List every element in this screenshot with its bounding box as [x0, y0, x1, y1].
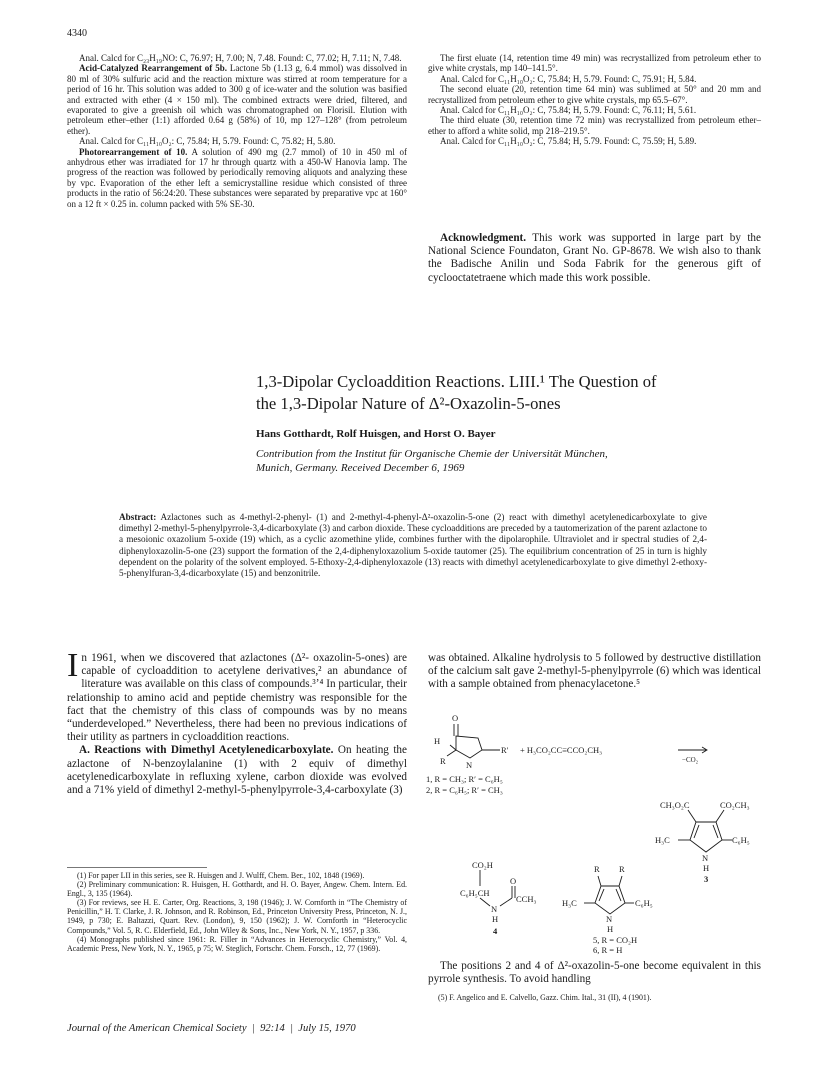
compound-4-h: H: [492, 914, 499, 924]
body-paragraph: The positions 2 and 4 of Δ²-oxazolin-5-one become equivalent in this pyrrole synthesis. To avoid handling: [428, 960, 761, 986]
drop-cap: I: [67, 647, 79, 684]
legend-compound-1: 1, R = CH₃; R′ = C₆H₅: [426, 774, 503, 784]
legend-compound-6: 6, R = H: [593, 945, 623, 955]
arrow-label: −CO₂: [682, 756, 699, 764]
abstract-label: Abstract:: [119, 512, 157, 522]
pyrrole-3-ester-left: CH₃O₂C: [660, 800, 690, 810]
pyrrole-3-h: H: [703, 863, 710, 873]
compound-number: 3: [704, 874, 709, 884]
azlactone-r-label: R: [440, 756, 446, 766]
pyrrole-5-6-r: R: [594, 864, 600, 874]
compound-4-chain: C₆H₅CH: [460, 888, 490, 898]
footnote: (5) F. Angelico and E. Calvello, Gazz. Chim. Ital., 31 (II), 4 (1901).: [438, 993, 652, 1002]
affiliation: [256, 448, 766, 475]
compound-number: 4: [493, 926, 498, 936]
acid-rearrangement-body: Lactone 5b (1.13 g, 6.4 mmol) was dissolved in 80 ml of 30% sulfuric acid and the reaction mixture was stirred at room temperature for a period of 16 hr. This solution was added to 300 g of ice-water and the solution was basified and extracted with ether (4 × 150 ml). The combined extracts were dried, filtered, and evaporated to give a greenish oil which was chromatographed on Florisil. Elution with petroleum ether–ether (1:1) afforded 0.64 g (58%) of 10, mp 127–128° (from petroleum ether).: [67, 63, 407, 136]
authors: Hans Gotthardt, Rolf Huisgen, and Horst O. Bayer: [256, 428, 496, 440]
analysis-paragraph: Anal. Calcd for C₁₁H₁₀O₂: C, 75.84; H, 5.79. Found: C, 75.91; H, 5.84.: [440, 73, 697, 84]
pyrrole-3-ester-right: CO₂CH₃: [720, 800, 750, 810]
footnotes-left: [67, 871, 407, 953]
pyrrole-5-6-phenyl: C₆H₅: [635, 898, 653, 908]
acid-rearrangement-heading: Acid-Catalyzed Rearrangement of 5b.: [79, 63, 227, 74]
compound-4-n: N: [491, 904, 498, 914]
compound-4-co2h: CO₂H: [472, 860, 493, 870]
pyrrole-5-6-h: H: [607, 924, 614, 934]
photorearrangement-heading: Photorearrangement of 10.: [79, 146, 188, 157]
footnote: (1) For paper LII in this series, see R. Huisgen and J. Wulff, Chem. Ber., 102, 1848 (1969).: [77, 871, 365, 880]
pyrrole-3-n: N: [702, 853, 709, 863]
compound-4-o: O: [510, 876, 517, 886]
affiliation-line: Contribution from the Institut für Organische Chemie der Universität München,: [256, 448, 608, 460]
compound-4-cch3: CCH₃: [516, 894, 537, 904]
analysis-paragraph: Anal. Calcd for C₂₃H₁₉NO: C, 76.97; H, 7.00; N, 7.48. Found: C, 77.02; H, 7.11; N, 7.48.: [79, 53, 402, 63]
body-right-continuation: [428, 960, 761, 986]
section-body: On heating the azlactone of N-benzoylalanine (1) with 2 equiv of dimethyl acetylenedicarboxylate in refluxing xylene, carbon dioxide was evolved and a 71% yield of dimethyl 2-methyl-5-phenylpyrrole-3,4-carboxylate (3): [67, 744, 407, 797]
azlactone-r-prime-label: R′: [501, 745, 509, 755]
article-title: [256, 371, 766, 415]
legend-compound-2: 2, R = C₆H₅; R′ = CH₃: [426, 785, 503, 795]
body-paragraph: was obtained. Alkaline hydrolysis to 5 followed by destructive distillation of the calcium salt gave 2-methyl-5-phenylpyrrole (6) which was identical with a sample obtained from phenacylacetone.⁵: [428, 652, 761, 691]
analysis-paragraph: Anal. Calcd for C₁₁H₁₀O₂: C, 75.84; H, 5.79. Found: C, 75.59; H, 5.89.: [440, 136, 697, 147]
eluate-paragraph: The second eluate (20, retention time 64 min) was sublimed at 50° and 20 mm and recrystallized from petroleum ether to give white crystals, mp 65.5–67°.: [428, 84, 761, 105]
eluate-paragraph: The first eluate (14, retention time 49 min) was recrystallized from petroleum ether to give white crystals, mp 140–141.5°.: [428, 53, 761, 74]
analysis-paragraph: Anal. Calcd for C₁₁H₁₀O₂: C, 75.84; H, 5.79. Found: C, 76.11; H, 5.61.: [440, 105, 697, 116]
experimental-left-column: [67, 53, 407, 209]
acid-rearrangement-paragraph: [67, 63, 407, 136]
azlactone-n-label: N: [466, 760, 473, 770]
article-title-line: 1,3-Dipolar Cycloaddition Reactions. LIII.¹ The Question of: [256, 372, 657, 391]
body-right-column: [428, 652, 761, 692]
photorearrangement-body: A solution of 490 mg (2.7 mmol) of 10 in 450 ml of anhydrous ether was irradiated for 17 hr through quartz with a 450-W Hanovia lamp. The progress of the reaction was followed by periodically removing aliquots and analyzing these by vpc. Evaporation of the ether left a semicrystalline residue which consisted of three products in the ratio of 56:24:20. These substances were separated by preparative vpc at 160° on a 12 ft × 0.25 in. column packed with 5% SE-30.: [67, 146, 407, 209]
abstract-text: Azlactones such as 4-methyl-2-phenyl- (1) and 2-methyl-4-phenyl-Δ²-oxazolin-5-one (2) react with dimethyl acetylenedicarboxylate to give dimethyl 2-methyl-5-phenylpyrrole-3,4-dicarboxylate (3) and carbon dioxide. These cycloadditions are preceded by a tautomerization of the parent azlactone to a mesoionic oxazolium 5-oxide (19) which, as a cyclic azomethine ylide, combines further with the dipolarophile. Ultraviolet and ir spectral studies of 2,4-diphenyloxazolin-5-one (23) support the formation of the 2,4-diphenyloxazolium 5-oxide tautomer (25). The equilibrium concentration of 25 in turn is highly dependent on the polarity of the solvent employed. 5-Ethoxy-2,4-diphenyloxazole (13) reacts with dimethyl acetylenedicarboxylate to give dimethyl 2-ethoxy-5-phenylfuran-3,4-dicarboxylate (15) and benzonitrile.: [119, 512, 708, 579]
intro-paragraph: In 1961, when we discovered that azlactones (Δ²- oxazolin-5-ones) are capable of cycloaddition to acetylene derivatives,² an abundance of literature was available on this class of compounds.³ʼ⁴ In particular, their relationship to amino acid and peptide chemistry was responsible for the fact that the chemistry of this class of compounds was by no means “underdeveloped.” Nevertheless, there had been no previous indications of their utility as partners in cycloaddition reactions.: [67, 647, 407, 744]
footnote: (3) For reviews, see H. E. Carter, Org. Reactions, 3, 198 (1946); J. W. Cornforth in “The Chemistry of Penicillin,” H. T. Clarke, J. R. Johnson, and R. Robinson, Ed., Princeton University Press, Princeton, N. J., 1949, p 730; E. Baltazzi, Quart. Rev. (London), 9, 150 (1962); J. W. Cornforth in “Heterocyclic Compounds,” Vol. 5, R. C. Elderfield, Ed., John Wiley & Sons, Inc., New York, N. Y., 1957, p 336.: [67, 898, 407, 935]
body-left-column: [67, 647, 407, 797]
acknowledgment-heading: Acknowledgment.: [440, 232, 527, 244]
analysis-paragraph: Anal. Calcd for C₁₁H₁₀O₂: C, 75.84; H, 5.79. Found: C, 75.82; H, 5.80.: [79, 136, 336, 147]
pyrrole-5-6-r: R: [619, 864, 625, 874]
pyrrole-5-6-methyl: H₃C: [562, 898, 577, 908]
section-a-paragraph: [67, 744, 407, 797]
page-number: 4340: [67, 28, 87, 39]
pyrrole-3-methyl: H₃C: [655, 835, 670, 845]
pyrrole-5-6-n: N: [606, 914, 613, 924]
acknowledgment-body: This work was supported in large part by the National Science Foundaton, Grant No. GP-8678. We wish also to thank the Badische Anilin und Soda Fabrik for the generous gift of cyclooctatetraene which made this work possible.: [428, 232, 761, 284]
footnote-rule: [67, 867, 207, 868]
footnote: (2) Preliminary communication: R. Huisgen, H. Gotthardt, and H. O. Bayer, Angew. Chem. Intern. Ed. Engl., 3, 135 (1964).: [67, 880, 407, 899]
acknowledgment: [428, 232, 761, 285]
reagent-label: + H₃CO₂CC≡CCO₂CH₃: [520, 745, 603, 755]
experimental-right-column: [428, 53, 761, 147]
article-title-line: the 1,3-Dipolar Nature of Δ²-Oxazolin-5-ones: [256, 394, 561, 413]
footnote-right: [438, 993, 761, 1002]
azlactone-o-label: O: [452, 713, 459, 723]
legend-compound-5: 5, R = CO₂H: [593, 935, 638, 945]
photorearrangement-paragraph: [67, 147, 407, 209]
eluate-paragraph: The third eluate (30, retention time 72 min) was recrystallized from petroleum ether–ether to afford a white solid, mp 218–219.5°.: [428, 115, 761, 136]
journal-footer: Journal of the American Chemical Society | 92:14 | July 15, 1970: [67, 1023, 356, 1034]
affiliation-line: Munich, Germany. Received December 6, 1969: [256, 461, 465, 474]
pyrrole-3-phenyl: C₆H₅: [732, 835, 750, 845]
section-heading: A. Reactions with Dimethyl Acetylenedicarboxylate.: [79, 744, 334, 757]
abstract: [119, 512, 707, 579]
azlactone-ring: [456, 736, 482, 758]
reaction-scheme: [420, 710, 765, 960]
azlactone-h-label: H: [434, 736, 441, 746]
footnote: (4) Monographs published since 1961: R. Filler in “Advances in Heterocyclic Chemistry,” Vol. 4, Academic Press, New York, N. Y., 1965, p 75; W. Steglich, Fortschr. Chem. Forsch., 12, 77 (1969).: [67, 934, 407, 953]
